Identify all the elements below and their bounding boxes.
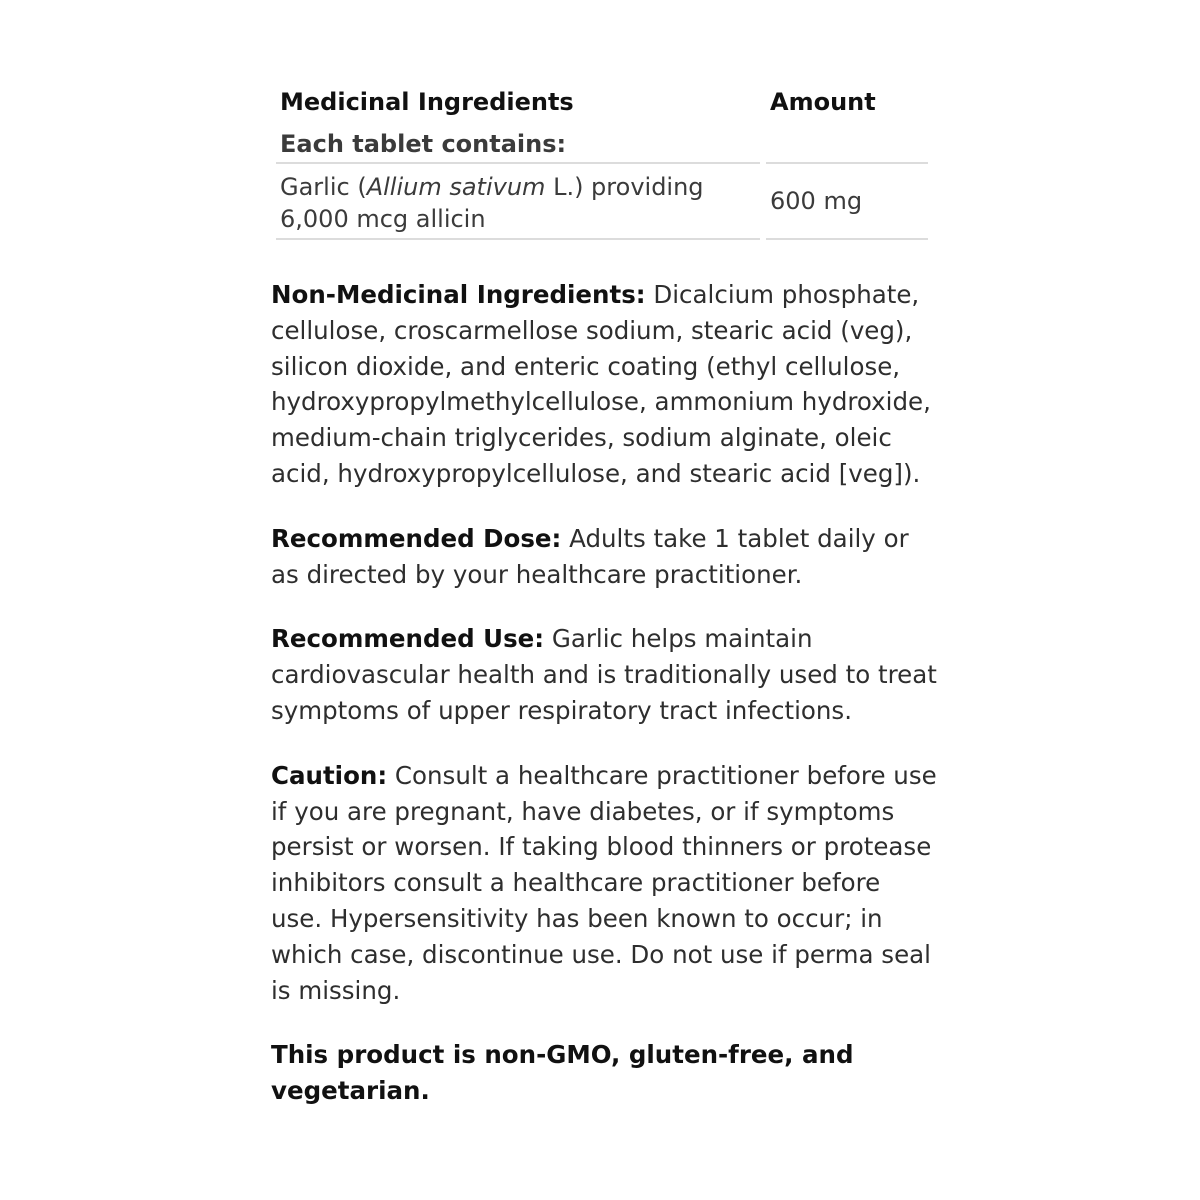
section-text: Consult a healthcare practitioner before use if you are pregnant, have diabetes, or if symptoms persist or worsen. If taking blood thinners or protease inhibitors consult a healthcare practitioner before use. Hypersensitivity has been known to occur; in which case, discontinue use. Do not use if perma seal is missing. bbox=[271, 760, 937, 1005]
ingredient-amount: 600 mg bbox=[766, 164, 928, 240]
header-medicinal-ingredients: Medicinal Ingredients bbox=[280, 88, 574, 116]
table-row bbox=[276, 164, 928, 240]
ingredient-name-line2: 6,000 mcg allicin bbox=[280, 205, 486, 233]
recommended-use-section bbox=[271, 621, 939, 728]
section-label: Recommended Use: bbox=[271, 624, 545, 654]
section-label: Caution: bbox=[271, 760, 388, 790]
section-text: Dicalcium phosphate, cellulose, croscarmellose sodium, stearic acid (veg), silicon dioxide, and enteric coating (ethyl cellulose, hydroxypropylmethylcellulose, ammonium hydroxide, medium-chain triglycerides, sodium alginate, oleic acid, hydroxypropylcellulose, and stearic acid [veg]). bbox=[271, 280, 931, 488]
label-sections bbox=[271, 277, 939, 1138]
caution-section bbox=[271, 758, 939, 1009]
ingredient-name-part2: L.) providing bbox=[545, 173, 704, 201]
subheader-empty-cell bbox=[766, 124, 928, 164]
subheader-each-tablet: Each tablet contains: bbox=[276, 124, 760, 164]
recommended-dose-section bbox=[271, 521, 939, 593]
header-amount: Amount bbox=[770, 88, 876, 116]
section-text: Adults take 1 tablet daily or as directed by your healthcare practitioner. bbox=[271, 523, 909, 589]
section-label: Non-Medicinal Ingredients: bbox=[271, 280, 646, 309]
section-label: Recommended Dose: bbox=[271, 523, 562, 553]
table-subheader-row bbox=[276, 124, 928, 164]
section-text: Garlic helps maintain cardiovascular health and is traditionally used to treat symptoms of upper respiratory tract infections. bbox=[271, 624, 937, 725]
ingredients-table bbox=[276, 80, 928, 240]
ingredient-latin-name: Allium sativum bbox=[366, 173, 546, 201]
product-statement: This product is non-GMO, gluten-free, and vegetarian. bbox=[271, 1040, 854, 1106]
non-medicinal-ingredients-section bbox=[271, 277, 939, 492]
ingredient-name-part1: Garlic ( bbox=[280, 173, 367, 201]
ingredient-name bbox=[276, 164, 760, 240]
table-header-row bbox=[276, 80, 928, 124]
